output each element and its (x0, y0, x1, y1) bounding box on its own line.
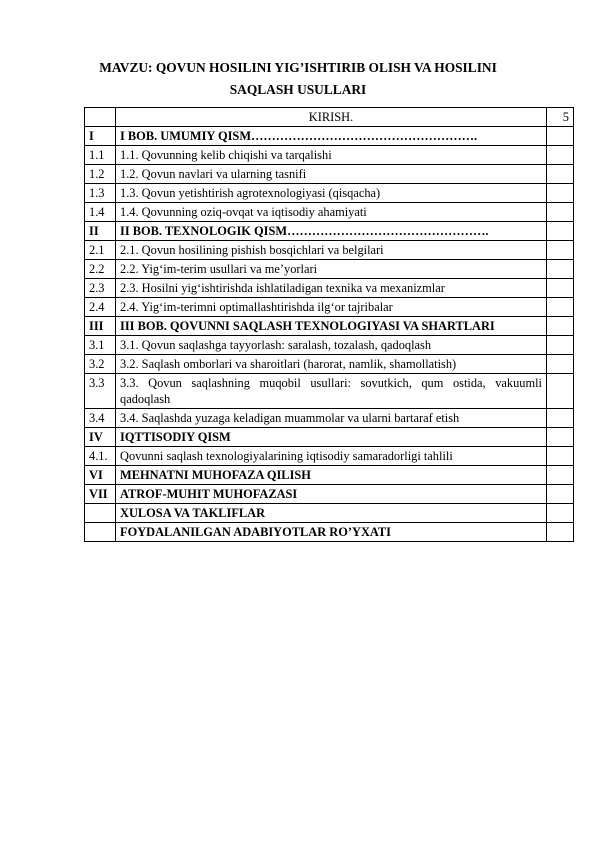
toc-row-number: II (85, 222, 116, 241)
toc-row-page (547, 203, 574, 222)
toc-row-title: 3.4. Saqlashda yuzaga keladigan muammolar va ularni bartaraf etish (116, 409, 547, 428)
toc-row-number: 3.2 (85, 355, 116, 374)
toc-row-title: 2.2. Yig‘im-terim usullari va me’yorlari (116, 260, 547, 279)
toc-row-page (547, 317, 574, 336)
toc-row-page (547, 298, 574, 317)
toc-row-page (547, 447, 574, 466)
toc-row-number: I (85, 127, 116, 146)
toc-row-page (547, 184, 574, 203)
title-line-2: SAQLASH USULLARI (229, 82, 367, 97)
toc-row-number: 3.3 (85, 374, 116, 409)
toc-row (85, 203, 574, 222)
toc-row-page (547, 336, 574, 355)
toc-row-number: VII (85, 485, 116, 504)
toc-row (85, 336, 574, 355)
toc-row-number: 2.1 (85, 241, 116, 260)
toc-row-page (547, 355, 574, 374)
toc-row-title: 2.4. Yig‘im-terimni optimallashtirishda ilg‘or tajribalar (116, 298, 547, 317)
toc-row-number (85, 523, 116, 542)
toc-row-page: 5 (547, 108, 574, 127)
toc-row-title: FOYDALANILGAN ADABIYOTLAR RO’YXATI (116, 523, 547, 542)
toc-row-title: I BOB. UMUMIY QISM………………………………………………. (116, 127, 547, 146)
toc-row (85, 222, 574, 241)
toc-row (85, 428, 574, 447)
toc-row-title: IQTTISODIY QISM (116, 428, 547, 447)
toc-row (85, 260, 574, 279)
toc-row (85, 184, 574, 203)
toc-row (85, 127, 574, 146)
toc-row-title: II BOB. TEXNOLOGIK QISM…………………………………………. (116, 222, 547, 241)
toc-row-page (547, 504, 574, 523)
toc-row-page (547, 127, 574, 146)
toc-row-number: 1.4 (85, 203, 116, 222)
toc-row-title: KIRISH. (116, 108, 547, 127)
toc-row-page (547, 260, 574, 279)
toc-row (85, 409, 574, 428)
toc-row-title: 3.2. Saqlash omborlari va sharoitlari (harorat, namlik, shamollatish) (116, 355, 547, 374)
document-title (60, 57, 536, 101)
toc-row-number (85, 504, 116, 523)
toc-row (85, 466, 574, 485)
toc-row-page (547, 146, 574, 165)
toc-row-page (547, 374, 574, 409)
toc-row-page (547, 523, 574, 542)
toc-row-title: 2.1. Qovun hosilining pishish bosqichlari va belgilari (116, 241, 547, 260)
toc-row-page (547, 279, 574, 298)
toc-row (85, 374, 574, 409)
toc-row (85, 279, 574, 298)
toc-row-number: 1.3 (85, 184, 116, 203)
toc-row-title: 2.3. Hosilni yig‘ishtirishda ishlatiladigan texnika va mexanizmlar (116, 279, 547, 298)
toc-row-title: 1.2. Qovun navlari va ularning tasnifi (116, 165, 547, 184)
toc-row-page (547, 222, 574, 241)
toc-row-number: 2.3 (85, 279, 116, 298)
toc-row (85, 298, 574, 317)
toc-row-title: 1.3. Qovun yetishtirish agrotexnologiyasi (qisqacha) (116, 184, 547, 203)
toc-row-page (547, 466, 574, 485)
toc-row (85, 108, 574, 127)
toc-row (85, 523, 574, 542)
toc-row-number: 3.1 (85, 336, 116, 355)
toc-row (85, 317, 574, 336)
toc-row-page (547, 165, 574, 184)
toc-row-number: 2.4 (85, 298, 116, 317)
toc-row-page (547, 241, 574, 260)
toc-row (85, 165, 574, 184)
toc-row (85, 485, 574, 504)
toc-row-title: III BOB. QOVUNNI SAQLASH TEXNOLOGIYASI VA SHARTLARI (116, 317, 547, 336)
toc-row-number: 2.2 (85, 260, 116, 279)
toc-row (85, 355, 574, 374)
toc-row-number: 4.1. (85, 447, 116, 466)
toc-row-title: 3.1. Qovun saqlashga tayyorlash: saralash, tozalash, qadoqlash (116, 336, 547, 355)
toc-row-number: 1.1 (85, 146, 116, 165)
toc-row-number (85, 108, 116, 127)
toc-row-number: IV (85, 428, 116, 447)
toc-row-number: 1.2 (85, 165, 116, 184)
toc-row (85, 447, 574, 466)
toc-row-page (547, 428, 574, 447)
toc-body (85, 108, 574, 542)
toc-row-page (547, 485, 574, 504)
toc-row (85, 146, 574, 165)
toc-row-number: VI (85, 466, 116, 485)
toc-row-title: 3.3. Qovun saqlashning muqobil usullari: sovutkich, qum ostida, vakuumli qadoqlash (116, 374, 547, 409)
toc-row-title: XULOSA VA TAKLIFLAR (116, 504, 547, 523)
toc-row-title: 1.1. Qovunning kelib chiqishi va tarqalishi (116, 146, 547, 165)
toc-row-page (547, 409, 574, 428)
toc-row-number: 3.4 (85, 409, 116, 428)
toc-row-title: 1.4. Qovunning oziq-ovqat va iqtisodiy ahamiyati (116, 203, 547, 222)
toc-row-title: Qovunni saqlash texnologiyalarining iqtisodiy samaradorligi tahlili (116, 447, 547, 466)
toc-row (85, 504, 574, 523)
table-of-contents (84, 107, 574, 542)
title-line-1: MAVZU: QOVUN HOSILINI YIG’ISHTIRIB OLISH VA HOSILINI (99, 60, 497, 75)
toc-row (85, 241, 574, 260)
toc-row-number: III (85, 317, 116, 336)
toc-row-title: MEHNATNI MUHOFAZA QILISH (116, 466, 547, 485)
toc-row-title: ATROF-MUHIT MUHOFAZASI (116, 485, 547, 504)
